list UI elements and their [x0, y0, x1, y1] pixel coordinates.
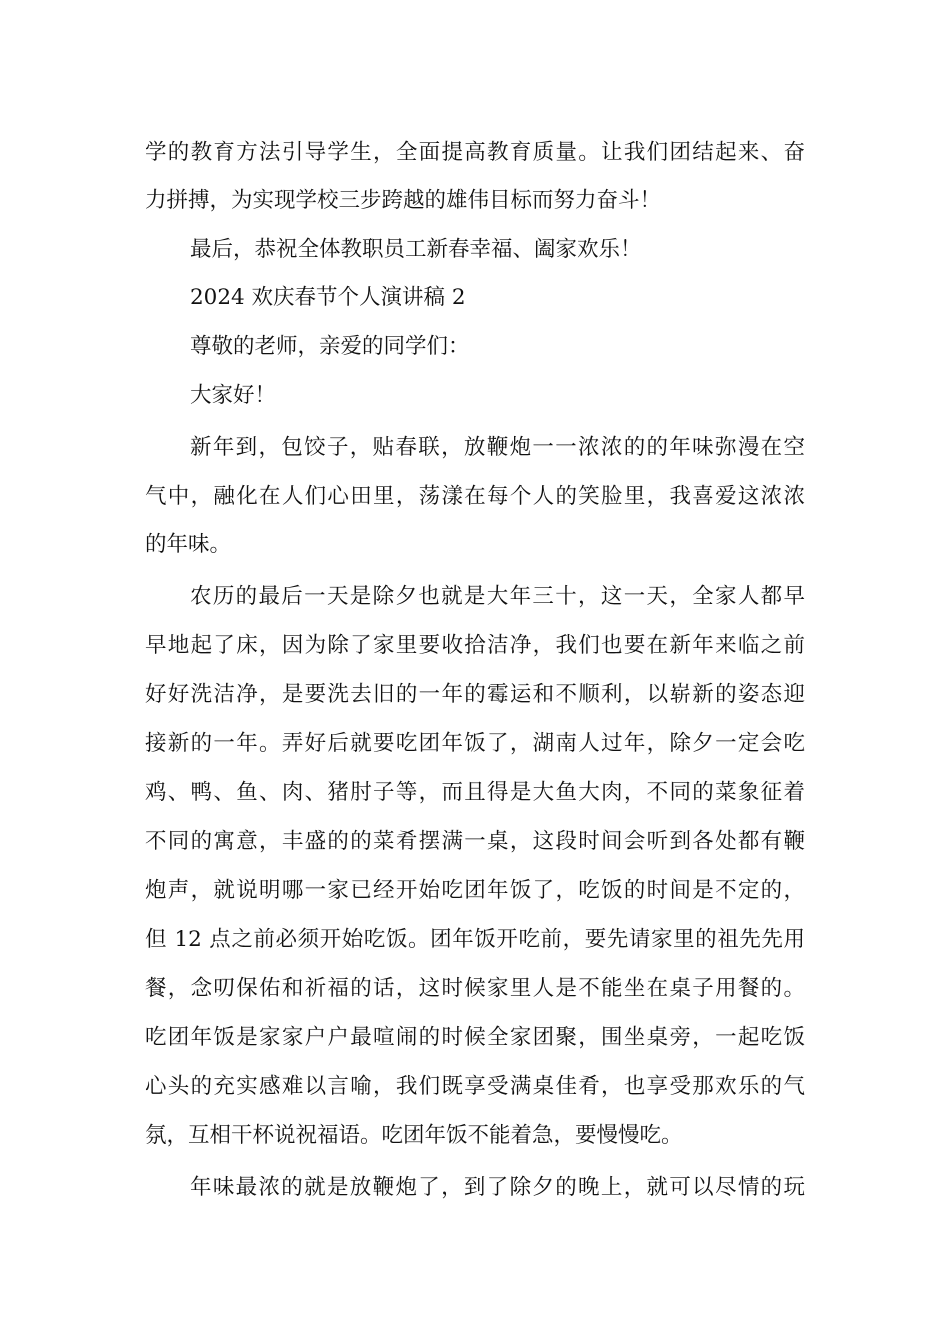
text-line-content: 学的教育方法引导学生，全面提高教育质量。让我们团结起来、奋: [145, 140, 805, 165]
text-line: [0, 920, 950, 960]
text-line-content: 不同的寓意，丰盛的的菜肴摆满一桌，这段时间会听到各处都有鞭: [145, 829, 805, 854]
section-title-text: 2024 欢庆春节个人演讲稿 2: [190, 285, 466, 310]
text-line: [0, 871, 950, 911]
greeting: [0, 376, 950, 416]
text-line: [0, 1168, 950, 1208]
text-line-content: 吃团年饭是家家户户最喧闹的时候全家团聚，围坐桌旁，一起吃饭: [145, 1025, 805, 1050]
text-line: [0, 181, 950, 221]
text-line: [0, 773, 950, 813]
greeting-text: 大家好！: [190, 383, 277, 408]
text-line: [0, 724, 950, 764]
text-line: [0, 428, 950, 468]
text-line: [0, 133, 950, 173]
text-line: [0, 822, 950, 862]
text-line-content: 接新的一年。弄好后就要吃团年饭了，湖南人过年，除夕一定会吃: [145, 731, 805, 756]
text-line: [0, 675, 950, 715]
text-line: [0, 1067, 950, 1107]
text-line-content: 年味最浓的就是放鞭炮了，到了除夕的晚上，就可以尽情的玩: [190, 1175, 805, 1200]
text-line-content: 但 12 点之前必须开始吃饭。团年饭开吃前，要先请家里的祖先先用: [145, 927, 805, 952]
text-line-content: 好好洗洁净，是要洗去旧的一年的霉运和不顺利，以崭新的姿态迎: [145, 682, 805, 707]
text-line-content: 心头的充实感难以言喻，我们既享受满桌佳肴，也享受那欢乐的气: [145, 1074, 805, 1099]
text-line-content: 气中，融化在人们心田里，荡漾在每个人的笑脸里，我喜爱这浓浓: [145, 484, 805, 509]
text-line: [0, 230, 950, 270]
text-line: [0, 577, 950, 617]
text-line: [0, 525, 950, 565]
text-line-content: 农历的最后一天是除夕也就是大年三十，这一天，全家人都早: [190, 584, 805, 609]
text-line: [0, 1116, 950, 1156]
text-line-content: 鸡、鸭、鱼、肉、猪肘子等，而且得是大鱼大肉，不同的菜象征着: [145, 780, 805, 805]
text-line-content: 力拼搏，为实现学校三步跨越的雄伟目标而努力奋斗！: [145, 188, 662, 213]
text-line: [0, 626, 950, 666]
text-line-content: 最后，恭祝全体教职员工新春幸福、阖家欢乐！: [190, 237, 642, 262]
text-line-content: 早地起了床，因为除了家里要收拾洁净，我们也要在新年来临之前: [145, 633, 805, 658]
text-line-content: 新年到，包饺子，贴春联，放鞭炮一一浓浓的的年味弥漫在空: [190, 435, 805, 460]
text-line-content: 氛，互相干杯说祝福语。吃团年饭不能着急，要慢慢吃。: [145, 1123, 683, 1148]
salutation-text: 尊敬的老师，亲爱的同学们：: [190, 334, 470, 359]
salutation: [0, 327, 950, 367]
text-line: [0, 477, 950, 517]
section-title: [0, 278, 950, 318]
text-line-content: 的年味。: [145, 532, 232, 557]
text-line-content: 炮声，就说明哪一家已经开始吃团年饭了，吃饭的时间是不定的，: [145, 878, 805, 903]
text-line: [0, 969, 950, 1009]
text-line-content: 餐，念叨保佑和祈福的话，这时候家里人是不能坐在桌子用餐的。: [145, 976, 805, 1001]
text-line: [0, 1018, 950, 1058]
